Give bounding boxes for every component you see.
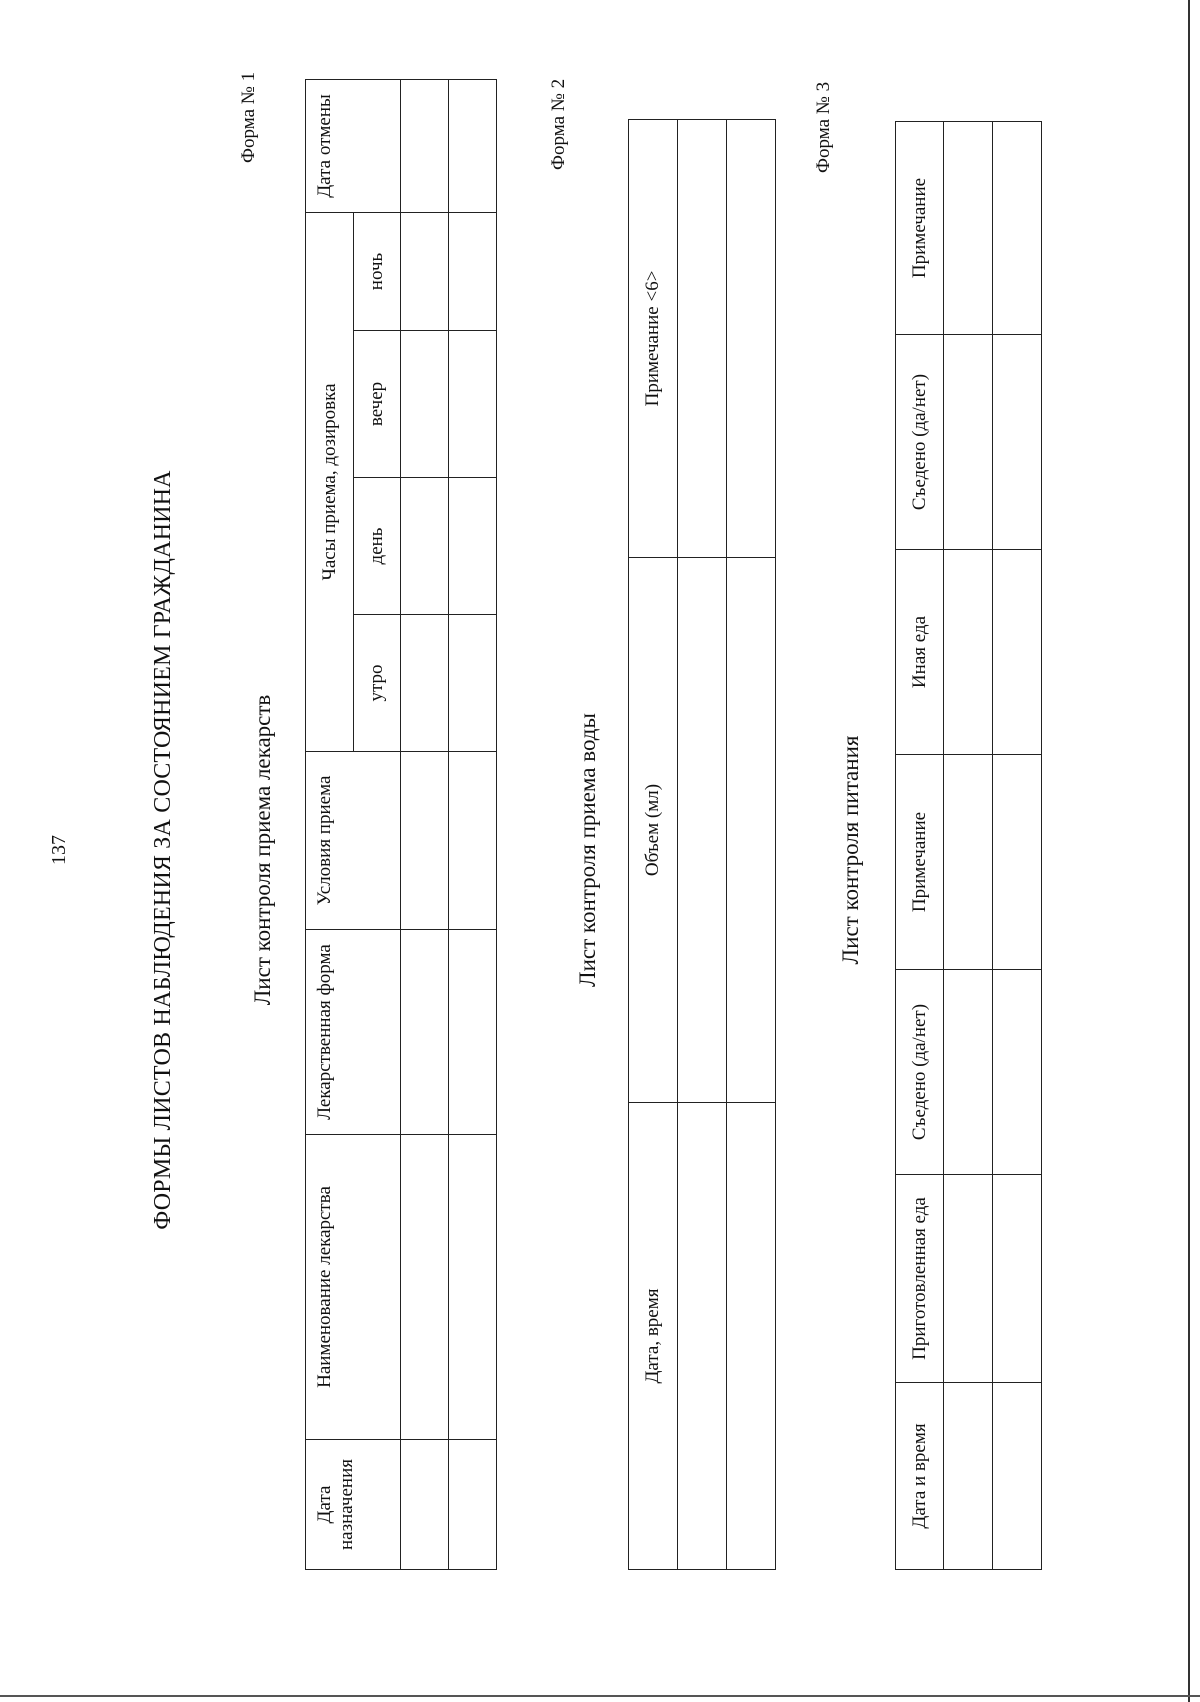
header-dosage-form: Лекарственная форма bbox=[306, 930, 401, 1135]
table-cell[interactable] bbox=[944, 550, 993, 755]
form-1-label: Форма № 1 bbox=[238, 71, 259, 163]
form-2-title: Лист контроля приема воды bbox=[575, 713, 600, 987]
page-number: 137 bbox=[48, 835, 70, 865]
water-table bbox=[628, 119, 776, 1570]
table-row bbox=[944, 122, 993, 1570]
header-other-food: Иная еда bbox=[896, 550, 944, 755]
header-note: Примечание bbox=[896, 755, 944, 970]
table-cell[interactable] bbox=[449, 478, 497, 615]
header-note-other: Примечание bbox=[896, 122, 944, 335]
main-title: ФОРМЫ ЛИСТОВ НАБЛЮДЕНИЯ ЗА СОСТОЯНИЕМ ГРАЖДАНИНА bbox=[150, 470, 176, 1230]
table-cell[interactable] bbox=[449, 212, 497, 330]
table-cell[interactable] bbox=[944, 755, 993, 970]
table-cell[interactable] bbox=[678, 558, 727, 1103]
table-cell[interactable] bbox=[944, 335, 993, 550]
header-datetime: Дата и время bbox=[896, 1383, 944, 1570]
table-cell[interactable] bbox=[401, 930, 449, 1135]
table-cell[interactable] bbox=[449, 1440, 497, 1570]
header-day: день bbox=[354, 478, 401, 615]
medication-table bbox=[305, 79, 497, 1570]
header-note: Примечание <6> bbox=[629, 120, 678, 558]
table-cell[interactable] bbox=[993, 970, 1042, 1175]
header-volume: Объем (мл) bbox=[629, 558, 678, 1103]
table-cell[interactable] bbox=[993, 550, 1042, 755]
header-morning: утро bbox=[354, 615, 401, 752]
header-datetime: Дата, время bbox=[629, 1103, 678, 1570]
table-cell[interactable] bbox=[993, 755, 1042, 970]
table-row bbox=[727, 120, 776, 1570]
header-drug-name: Наименование лекарства bbox=[306, 1135, 401, 1440]
table-row bbox=[449, 79, 497, 1569]
form-3-label: Форма № 3 bbox=[813, 81, 834, 173]
table-cell[interactable] bbox=[727, 1103, 776, 1570]
table-cell[interactable] bbox=[401, 331, 449, 478]
table-cell[interactable] bbox=[727, 120, 776, 558]
table-cell[interactable] bbox=[449, 752, 497, 930]
table-cell[interactable] bbox=[944, 122, 993, 335]
table-cell[interactable] bbox=[727, 558, 776, 1103]
table-cell[interactable] bbox=[401, 79, 449, 212]
header-eaten: Съедено (да/нет) bbox=[896, 970, 944, 1175]
table-cell[interactable] bbox=[401, 1135, 449, 1440]
table-cell[interactable] bbox=[401, 478, 449, 615]
table-cell[interactable] bbox=[449, 1135, 497, 1440]
table-row bbox=[401, 79, 449, 1569]
header-hours-dosage: Часы приема, дозировка bbox=[306, 212, 354, 751]
table-cell[interactable] bbox=[401, 615, 449, 752]
page-edge-right bbox=[1188, 0, 1190, 1702]
form-3-title: Лист контроля питания bbox=[838, 735, 863, 965]
table-cell[interactable] bbox=[449, 930, 497, 1135]
header-night: ночь bbox=[354, 212, 401, 330]
table-cell[interactable] bbox=[449, 615, 497, 752]
table-cell[interactable] bbox=[944, 1175, 993, 1383]
table-cell[interactable] bbox=[678, 120, 727, 558]
header-eaten-other: Съедено (да/нет) bbox=[896, 335, 944, 550]
table-cell[interactable] bbox=[678, 1103, 727, 1570]
table-cell[interactable] bbox=[449, 79, 497, 212]
form-2-label: Форма № 2 bbox=[548, 78, 569, 170]
form-1-title: Лист контроля приема лекарств bbox=[250, 694, 275, 1006]
table-cell[interactable] bbox=[993, 335, 1042, 550]
header-date-assigned: Дата назначения bbox=[306, 1440, 401, 1570]
table-cell[interactable] bbox=[401, 752, 449, 930]
header-date-cancel: Дата отмены bbox=[306, 79, 401, 212]
table-cell[interactable] bbox=[401, 212, 449, 330]
table-cell[interactable] bbox=[944, 1383, 993, 1570]
table-cell[interactable] bbox=[993, 1175, 1042, 1383]
header-evening: вечер bbox=[354, 331, 401, 478]
header-conditions: Условия приема bbox=[306, 752, 401, 930]
table-row bbox=[678, 120, 727, 1570]
table-cell[interactable] bbox=[993, 122, 1042, 335]
table-cell[interactable] bbox=[944, 970, 993, 1175]
table-cell[interactable] bbox=[449, 331, 497, 478]
table-cell[interactable] bbox=[993, 1383, 1042, 1570]
table-cell[interactable] bbox=[401, 1440, 449, 1570]
nutrition-table bbox=[895, 121, 1042, 1570]
table-row bbox=[993, 122, 1042, 1570]
header-prepared-food: Приготовленная еда bbox=[896, 1175, 944, 1383]
